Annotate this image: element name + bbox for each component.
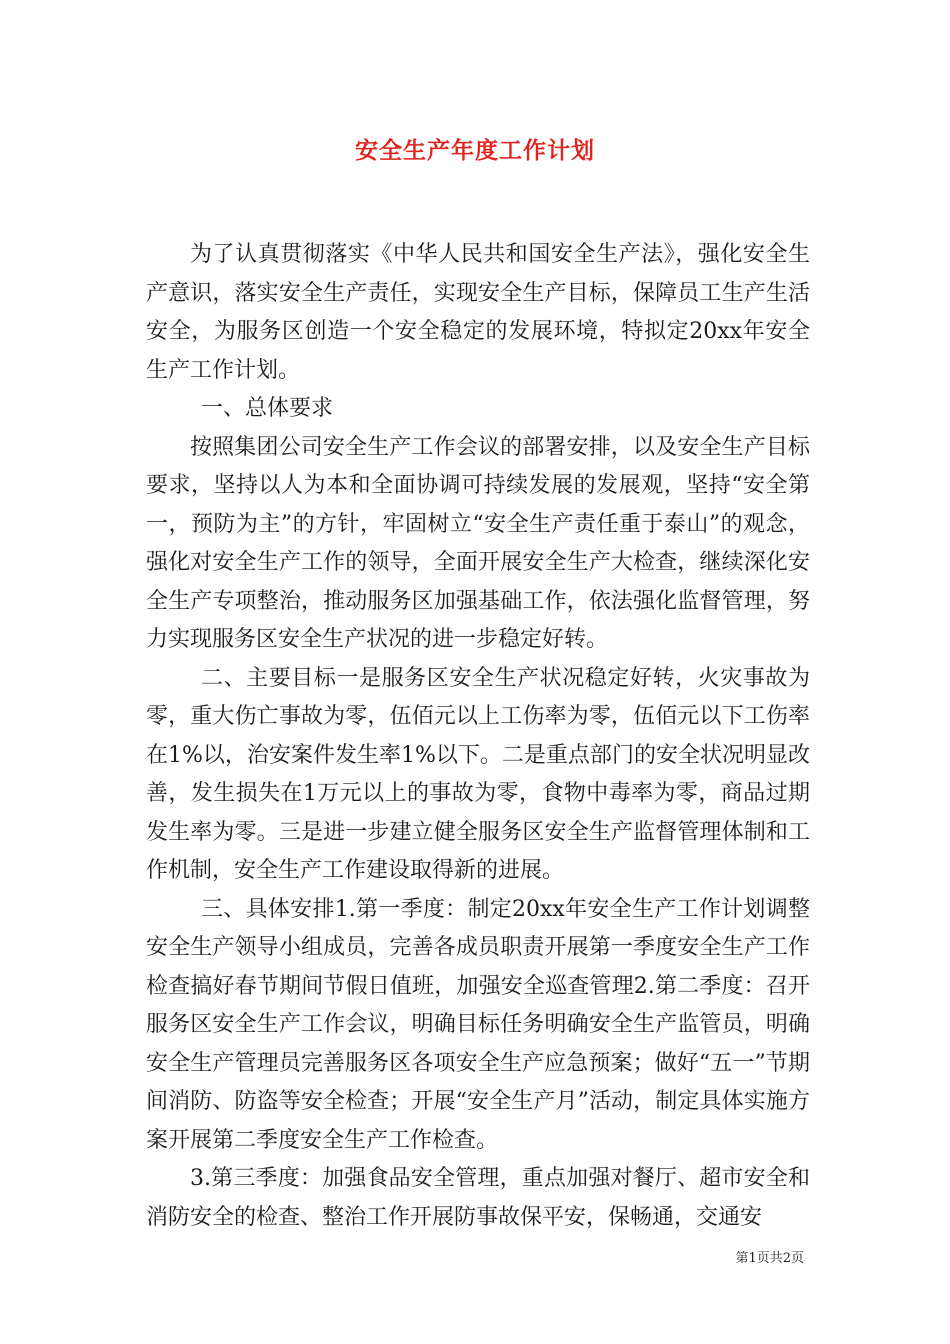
- paragraph-specific-arrangements: 三、具体安排1.第一季度：制定20xx年安全生产工作计划调整安全生产领导小组成员，完善各成员职责开展第一季度安全生产工作检查搞好春节期间节假日值班，加强安全巡查管理2.第二季度：召开服务区安全生产工作会议，明确目标任务明确安全生产监管员，明确安全生产管理员完善服务区各项安全生产应急预案；做好“五一”节期间消防、防盗等安全检查；开展“安全生产月”活动，制定具体实施方案开展第二季度安全生产工作检查。: [146, 896, 810, 1153]
- page-number-indicator: 第1页共2页: [735, 1251, 804, 1266]
- page-title: 安全生产年度工作计划: [355, 137, 595, 164]
- paragraph-general-requirements: 按照集团公司安全生产工作会议的部署安排，以及安全生产目标要求，坚持以人为本和全面协调可持续发展的发展观，坚持“安全第一，预防为主”的方针，牢固树立“安全生产责任重于泰山”的观念，强化对安全生产工作的领导，全面开展安全生产大检查，继续深化安全生产专项整治，推动服务区加强基础工作，依法强化监督管理，努力实现服务区安全生产状况的进一步稳定好转。: [146, 434, 810, 652]
- document-body: [146, 236, 810, 1237]
- paragraph-third-quarter: 3.第三季度：加强食品安全管理，重点加强对餐厅、超市安全和消防安全的检查、整治工作开展防事故保平安，保畅通，交通安: [146, 1166, 810, 1230]
- paragraph-intro: 为了认真贯彻落实《中华人民共和国安全生产法》，强化安全生产意识，落实安全生产责任，实现安全生产目标，保障员工生产生活安全，为服务区创造一个安全稳定的发展环境，特拟定20xx年安全生产工作计划。: [146, 242, 810, 383]
- paragraph-main-goals: 二、主要目标一是服务区安全生产状况稳定好转，火灾事故为零，重大伤亡事故为零，伍佰元以上工伤率为零，伍佰元以下工伤率在1%以，治安案件发生率1%以下。二是重点部门的安全状况明显改善，发生损失在1万元以上的事故为零，食物中毒率为零，商品过期发生率为零。三是进一步建立健全服务区安全生产监督管理体制和工作机制，安全生产工作建设取得新的进展。: [146, 665, 810, 883]
- section-heading-general-requirements: 一、总体要求: [201, 396, 334, 421]
